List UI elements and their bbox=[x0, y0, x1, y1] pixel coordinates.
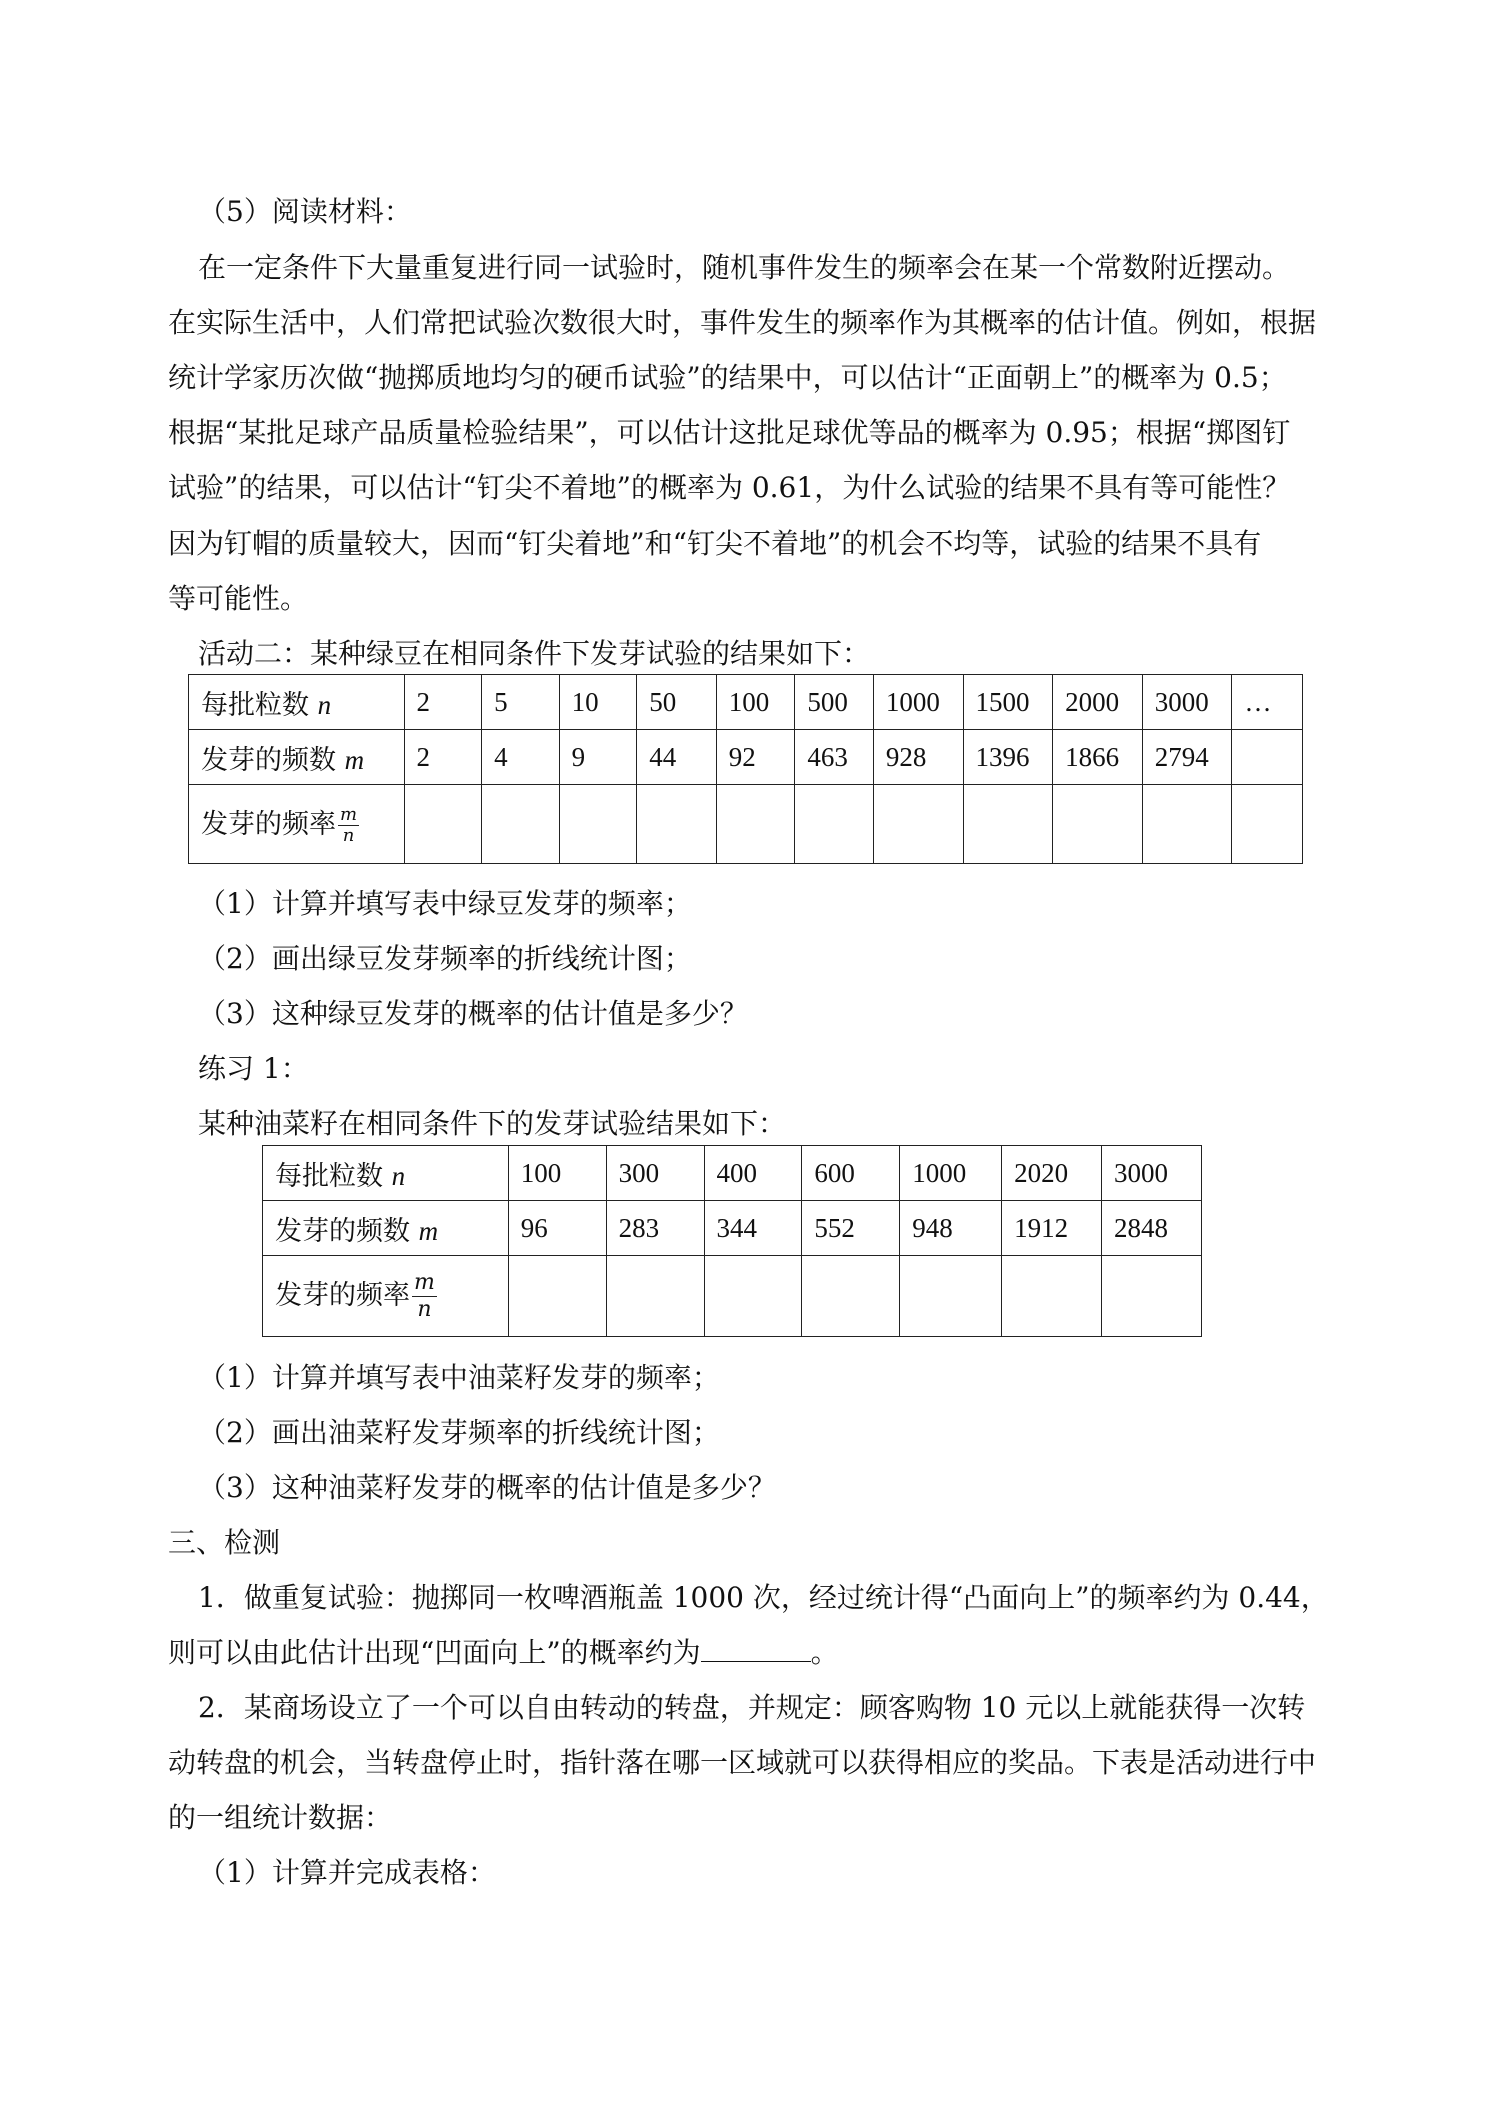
exercise1-intro: 某种油菜籽在相同条件下的发芽试验结果如下： bbox=[198, 1107, 787, 1140]
row-label-n: 每批粒数 n bbox=[189, 675, 405, 730]
exercise1-table bbox=[262, 1145, 1202, 1337]
empty-cell[interactable] bbox=[900, 1256, 1002, 1337]
exercise1-question-1: （1）计算并填写表中油菜籽发芽的频率； bbox=[198, 1361, 720, 1394]
m-value: 44 bbox=[637, 730, 717, 785]
section3-title: 三、检测 bbox=[168, 1526, 281, 1559]
m-value: 9 bbox=[559, 730, 637, 785]
row-label-m: 发芽的频数 m bbox=[189, 730, 405, 785]
section3-q1-line-1: 1．做重复试验：抛掷同一枚啤酒瓶盖 1000 次，经过统计得“凸面向上”的频率约为 0.44， bbox=[198, 1581, 1329, 1614]
n-value: 2000 bbox=[1053, 675, 1143, 730]
n-value: 10 bbox=[559, 675, 637, 730]
fraction-m-over-n: $\frac{m}{n}$ bbox=[414, 1269, 435, 1322]
empty-cell[interactable] bbox=[559, 785, 637, 864]
fraction-m-over-n: $\frac{m}{n}$ bbox=[340, 804, 358, 846]
activity2-title: 活动二：某种绿豆在相同条件下发芽试验的结果如下： bbox=[198, 637, 871, 670]
reading-line-7: 等可能性。 bbox=[168, 582, 309, 615]
row-label-m: 发芽的频数 m bbox=[263, 1201, 509, 1256]
table-row bbox=[263, 1201, 1202, 1256]
m-value: 552 bbox=[802, 1201, 900, 1256]
activity2-question-2: （2）画出绿豆发芽频率的折线统计图； bbox=[198, 942, 692, 975]
empty-cell[interactable] bbox=[606, 1256, 704, 1337]
m-value: 948 bbox=[900, 1201, 1002, 1256]
m-value: 4 bbox=[482, 730, 560, 785]
m-value: 2848 bbox=[1102, 1201, 1202, 1256]
empty-cell[interactable] bbox=[873, 785, 963, 864]
empty-cell[interactable] bbox=[1002, 1256, 1102, 1337]
reading-line-3: 统计学家历次做“抛掷质地均匀的硬币试验”的结果中，可以估计“正面朝上”的概率为 0.5； bbox=[168, 361, 1287, 394]
exercise1-title: 练习 1： bbox=[198, 1052, 309, 1085]
m-value: 1396 bbox=[963, 730, 1053, 785]
activity2-table bbox=[188, 674, 1303, 864]
m-value: 2 bbox=[404, 730, 482, 785]
empty-cell[interactable] bbox=[716, 785, 795, 864]
exercise1-question-3: （3）这种油菜籽发芽的概率的估计值是多少？ bbox=[198, 1471, 776, 1504]
n-value: 100 bbox=[508, 1146, 606, 1201]
m-value: 92 bbox=[716, 730, 795, 785]
n-value: 600 bbox=[802, 1146, 900, 1201]
n-value: 1500 bbox=[963, 675, 1053, 730]
section3-q2-sub-1: （1）计算并完成表格： bbox=[198, 1856, 496, 1889]
n-value: 3000 bbox=[1102, 1146, 1202, 1201]
empty-cell[interactable] bbox=[795, 785, 874, 864]
m-value bbox=[1232, 730, 1303, 785]
empty-cell[interactable] bbox=[1102, 1256, 1202, 1337]
n-value-ellipsis: … bbox=[1232, 675, 1303, 730]
row-label-frequency: 发芽的频率 $\frac{m}{n}$ bbox=[263, 1256, 509, 1337]
empty-cell[interactable] bbox=[508, 1256, 606, 1337]
m-value: 928 bbox=[873, 730, 963, 785]
section3-q2-line-2: 动转盘的机会，当转盘停止时，指针落在哪一区域就可以获得相应的奖品。下表是活动进行中 bbox=[168, 1746, 1317, 1779]
row-label-n: 每批粒数 n bbox=[263, 1146, 509, 1201]
table-row bbox=[189, 785, 1303, 864]
table-row bbox=[263, 1256, 1202, 1337]
m-value: 344 bbox=[704, 1201, 802, 1256]
reading-heading: （5）阅读材料： bbox=[198, 195, 412, 228]
section3-q1-line-2: 则可以由此估计出现“凹面向上”的概率约为 。 bbox=[168, 1636, 839, 1669]
empty-cell[interactable] bbox=[704, 1256, 802, 1337]
n-value: 3000 bbox=[1142, 675, 1232, 730]
n-value: 1000 bbox=[873, 675, 963, 730]
activity2-question-1: （1）计算并填写表中绿豆发芽的频率； bbox=[198, 887, 692, 920]
table-row bbox=[189, 730, 1303, 785]
reading-line-2: 在实际生活中，人们常把试验次数很大时，事件发生的频率作为其概率的估计值。例如，根据 bbox=[168, 306, 1317, 339]
reading-line-6: 因为钉帽的质量较大，因而“钉尖着地”和“钉尖不着地”的机会不均等，试验的结果不具有 bbox=[168, 527, 1262, 560]
m-value: 96 bbox=[508, 1201, 606, 1256]
m-value: 1912 bbox=[1002, 1201, 1102, 1256]
activity2-question-3: （3）这种绿豆发芽的概率的估计值是多少？ bbox=[198, 997, 748, 1030]
n-value: 2020 bbox=[1002, 1146, 1102, 1201]
m-value: 2794 bbox=[1142, 730, 1232, 785]
n-value: 500 bbox=[795, 675, 874, 730]
m-value: 1866 bbox=[1053, 730, 1143, 785]
section3-q2-line-3: 的一组统计数据： bbox=[168, 1801, 393, 1834]
empty-cell[interactable] bbox=[482, 785, 560, 864]
exercise1-question-2: （2）画出油菜籽发芽频率的折线统计图； bbox=[198, 1416, 720, 1449]
n-value: 300 bbox=[606, 1146, 704, 1201]
answer-blank[interactable] bbox=[701, 1635, 811, 1662]
n-value: 2 bbox=[404, 675, 482, 730]
empty-cell[interactable] bbox=[1053, 785, 1143, 864]
empty-cell[interactable] bbox=[404, 785, 482, 864]
section3-q2-line-1: 2．某商场设立了一个可以自由转动的转盘，并规定：顾客购物 10 元以上就能获得一次转 bbox=[198, 1691, 1306, 1724]
m-value: 463 bbox=[795, 730, 874, 785]
n-value: 1000 bbox=[900, 1146, 1002, 1201]
empty-cell[interactable] bbox=[1232, 785, 1303, 864]
n-value: 5 bbox=[482, 675, 560, 730]
reading-line-4: 根据“某批足球产品质量检验结果”，可以估计这批足球优等品的概率为 0.95；根据“掷图钉 bbox=[168, 416, 1291, 449]
reading-line-5: 试验”的结果，可以估计“钉尖不着地”的概率为 0.61，为什么试验的结果不具有等可能性？ bbox=[168, 471, 1291, 504]
empty-cell[interactable] bbox=[802, 1256, 900, 1337]
empty-cell[interactable] bbox=[1142, 785, 1232, 864]
table-row bbox=[263, 1146, 1202, 1201]
row-label-frequency: 发芽的频率 $\frac{m}{n}$ bbox=[189, 785, 405, 864]
reading-line-1: 在一定条件下大量重复进行同一试验时，随机事件发生的频率会在某一个常数附近摆动。 bbox=[198, 251, 1291, 284]
n-value: 50 bbox=[637, 675, 717, 730]
m-value: 283 bbox=[606, 1201, 704, 1256]
n-value: 400 bbox=[704, 1146, 802, 1201]
n-value: 100 bbox=[716, 675, 795, 730]
empty-cell[interactable] bbox=[963, 785, 1053, 864]
table-row bbox=[189, 675, 1303, 730]
empty-cell[interactable] bbox=[637, 785, 717, 864]
